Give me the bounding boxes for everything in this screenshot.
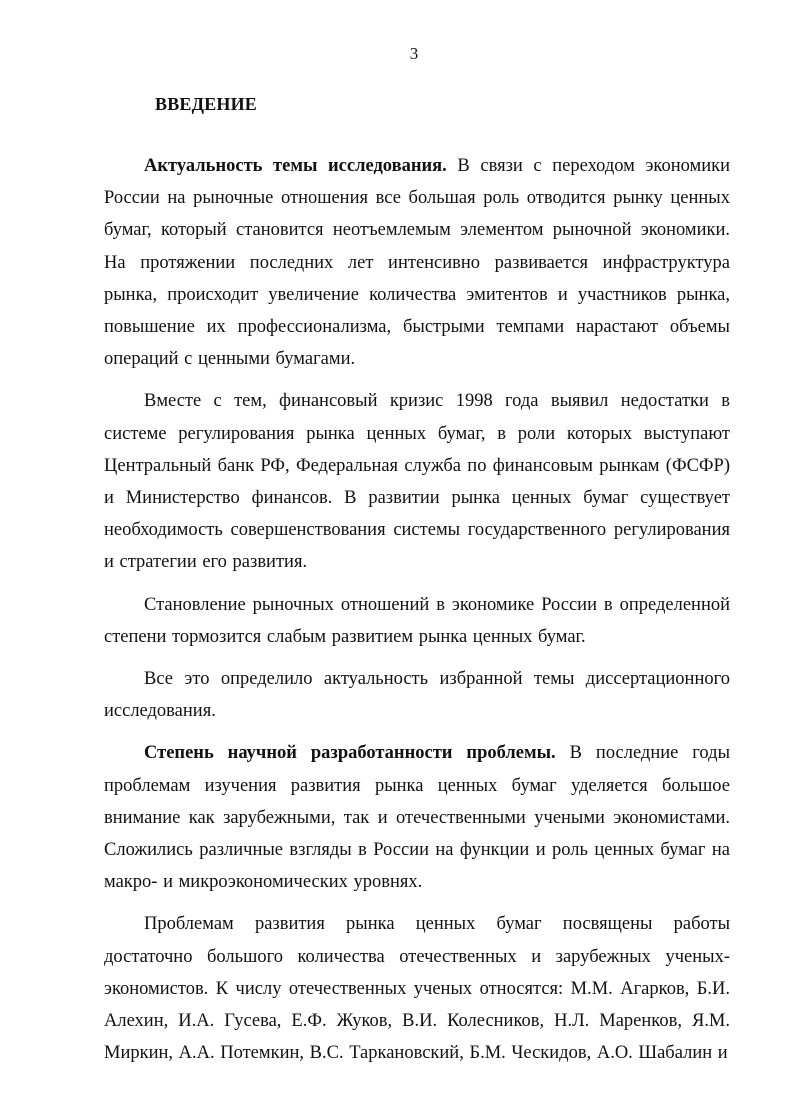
paragraph-text: Проблемам развития рынка ценных бумаг посвящены работы достаточно большого количества отечественных и зарубежных ученых-экономистов. К числу отечественных ученых относятся: М.М. Агарков, Б.И. Алехин, И.А. Гусева, Е.Ф. Жуков, В.И. Колесников, Н.Л. Маренков, Я.М. Миркин, А.А. Потемкин, В.С. Таркановский, Б.М. Ческидов, А.О. Шабалин и (104, 914, 730, 1064)
paragraph-lead: Степень научной разработанности проблемы. (144, 743, 556, 764)
paragraph-topic-choice (104, 663, 730, 727)
paragraph-text: Становление рыночных отношений в экономике России в определенной степени тормозится слабым развитием рынка ценных бумаг. (104, 594, 730, 647)
paragraph-text: Вместе с тем, финансовый кризис 1998 года выявил недостатки в системе регулирования рынка ценных бумаг, в роли которых выступают Центральный банк РФ, Федеральная служба по финансовым рынкам (ФСФР) и Министерство финансов. В развитии рынка ценных бумаг существует необходимость совершенствования системы государственного регулирования и стратегии его развития. (104, 391, 730, 573)
paragraph-market-formation (104, 589, 730, 653)
paragraph-relevance (104, 150, 730, 375)
body-text (104, 150, 730, 1069)
page-number: 3 (409, 44, 419, 63)
paragraph-scholars (104, 908, 730, 1069)
paragraph-crisis (104, 385, 730, 578)
paragraph-lead: Актуальность темы исследования. (144, 156, 447, 176)
paragraph-text: В последние годы проблемам изучения развития рынка ценных бумаг уделяется большое внимание как зарубежными, так и отечественными учеными экономистами. Сложились различные взгляды в России на функции и роль ценных бумаг на макро- и микроэкономических уровнях. (104, 743, 730, 893)
section-heading: ВВЕДЕНИЕ (155, 94, 258, 114)
paragraph-text: Все это определило актуальность избранной темы диссертационного исследования. (104, 669, 730, 722)
paragraph-degree-of-research (104, 737, 730, 898)
paragraph-text: В связи с переходом экономики России на рыночные отношения все большая роль отводится рынку ценных бумаг, который становится неотъемлемым элементом рыночной экономики. На протяжении последних лет интенсивно развивается инфраструктура рынка, происходит увеличение количества эмитентов и участников рынка, повышение их профессионализма, быстрыми темпами нарастают объемы операций с ценными бумагами. (104, 156, 731, 370)
